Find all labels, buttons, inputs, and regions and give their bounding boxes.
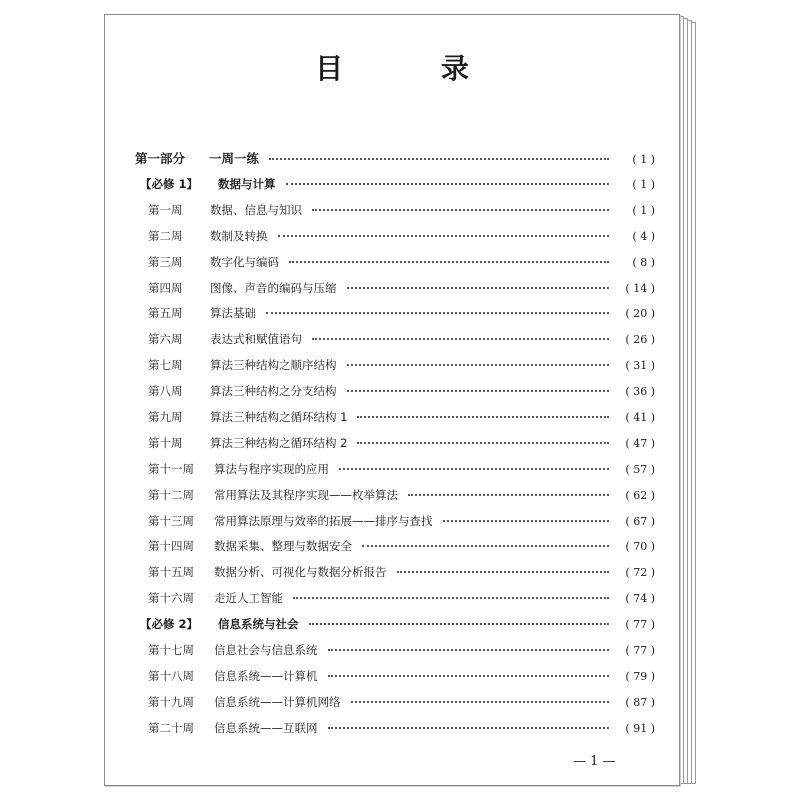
toc-entry bbox=[135, 435, 655, 461]
dot-leader bbox=[362, 545, 609, 547]
toc-entry-page: ( 72 ) bbox=[625, 566, 655, 580]
toc-entry-label: 第十周 bbox=[148, 435, 183, 450]
toc-entry bbox=[135, 668, 655, 694]
dot-leader bbox=[397, 571, 610, 573]
dot-leader bbox=[347, 390, 610, 392]
toc-entry bbox=[135, 409, 655, 435]
toc-entry bbox=[135, 642, 655, 668]
toc-entry-page: ( 67 ) bbox=[625, 514, 655, 528]
toc-entry-page: ( 31 ) bbox=[625, 359, 655, 373]
toc-entry-page: ( 8 ) bbox=[632, 255, 655, 269]
toc-entry-label: 第十七周 bbox=[148, 643, 194, 658]
toc-entry-label: 第十五周 bbox=[148, 565, 194, 580]
toc-entry-title: 算法与程序实现的应用 bbox=[214, 461, 329, 476]
toc-entry-title: 数据采集、整理与数据安全 bbox=[214, 539, 352, 554]
toc-page bbox=[104, 14, 680, 786]
dot-leader bbox=[286, 183, 610, 185]
dot-leader bbox=[351, 701, 610, 703]
toc-entry-label: 第六周 bbox=[148, 332, 183, 347]
dot-leader bbox=[347, 287, 610, 289]
toc-entry bbox=[135, 383, 655, 409]
toc-entry-page: ( 1 ) bbox=[632, 203, 655, 217]
toc-entry-title: 信息社会与信息系统 bbox=[214, 643, 318, 658]
toc-entry-label: 第十九周 bbox=[148, 694, 194, 709]
toc-entry-label: 第十三周 bbox=[148, 513, 194, 528]
toc-entry-page: ( 1 ) bbox=[632, 178, 655, 191]
toc-entry bbox=[135, 694, 655, 720]
toc-entry-page: ( 36 ) bbox=[625, 385, 655, 399]
dot-leader bbox=[293, 597, 609, 599]
toc-entry-page: ( 20 ) bbox=[625, 307, 655, 321]
toc-entry bbox=[135, 228, 655, 254]
toc-entry-label: 第十六周 bbox=[148, 591, 194, 606]
toc-entry bbox=[135, 280, 655, 306]
toc-entry-label: 第一周 bbox=[148, 202, 183, 217]
dot-leader bbox=[328, 649, 610, 651]
toc-entry bbox=[135, 461, 655, 487]
toc-entry-page: ( 87 ) bbox=[625, 695, 655, 709]
toc-entry-label: 第三周 bbox=[148, 254, 183, 269]
toc-entry-label: 【必修 1】 bbox=[140, 177, 199, 191]
toc-entry-title: 表达式和赋值语句 bbox=[210, 332, 302, 347]
toc-entry bbox=[135, 720, 655, 746]
toc-entry-page: ( 79 ) bbox=[625, 669, 655, 683]
toc-entry-page: ( 47 ) bbox=[625, 436, 655, 450]
toc-entry bbox=[135, 538, 655, 564]
toc-entry-title: 信息系统——计算机 bbox=[214, 668, 318, 683]
toc-entry-title: 数据分析、可视化与数据分析报告 bbox=[214, 565, 387, 580]
dot-leader bbox=[309, 623, 610, 625]
dot-leader bbox=[347, 364, 610, 366]
toc-entry bbox=[135, 254, 655, 280]
toc-entry bbox=[135, 357, 655, 383]
toc-entry-page: ( 74 ) bbox=[625, 592, 655, 606]
toc-entry-title: 走近人工智能 bbox=[214, 591, 283, 606]
toc-entry-title: 数据与计算 bbox=[218, 177, 276, 191]
dot-leader bbox=[328, 727, 610, 729]
toc-entry-label: 第十一周 bbox=[148, 461, 194, 476]
toc-entry-title: 算法三种结构之循环结构 2 bbox=[210, 435, 348, 450]
dot-leader bbox=[339, 468, 609, 470]
toc-entry bbox=[135, 590, 655, 616]
toc-entry-page: ( 14 ) bbox=[625, 281, 655, 295]
toc-entry-label: 第十四周 bbox=[148, 539, 194, 554]
toc-entry-page: ( 77 ) bbox=[625, 644, 655, 658]
toc-entry-page: ( 4 ) bbox=[632, 229, 655, 243]
toc-entry bbox=[135, 487, 655, 513]
toc-entry-title: 算法三种结构之循环结构 1 bbox=[210, 410, 348, 425]
toc-entry bbox=[135, 564, 655, 590]
toc-entry-title: 信息系统与社会 bbox=[218, 617, 299, 632]
toc-entry-title: 常用算法及其程序实现——枚举算法 bbox=[214, 487, 398, 502]
toc-entry-page: ( 70 ) bbox=[625, 540, 655, 554]
toc-entry-page: ( 57 ) bbox=[625, 462, 655, 476]
toc-entry-label: 第七周 bbox=[148, 358, 183, 373]
dot-leader bbox=[357, 416, 609, 418]
toc-entry-title: 数据、信息与知识 bbox=[210, 202, 302, 217]
toc-entry-title: 数字化与编码 bbox=[210, 254, 279, 269]
toc-entry bbox=[135, 176, 655, 202]
toc-entry-title: 算法基础 bbox=[210, 306, 256, 321]
dot-leader bbox=[289, 261, 609, 263]
dot-leader bbox=[269, 158, 609, 160]
toc-entry-label: 第九周 bbox=[148, 410, 183, 425]
toc-entry bbox=[135, 305, 655, 331]
dot-leader bbox=[312, 209, 609, 211]
dot-leader bbox=[266, 312, 609, 314]
toc-entry-title: 一周一练 bbox=[209, 151, 260, 166]
toc-entry-page: ( 1 ) bbox=[632, 153, 655, 166]
toc-entry-page: ( 62 ) bbox=[625, 488, 655, 502]
toc-entry-label: 【必修 2】 bbox=[140, 617, 199, 632]
toc-entry-page: ( 91 ) bbox=[625, 721, 655, 735]
dot-leader bbox=[312, 338, 609, 340]
toc-entry bbox=[135, 513, 655, 539]
toc-entry-title: 算法三种结构之顺序结构 bbox=[210, 358, 337, 373]
toc-entry-page: ( 77 ) bbox=[625, 618, 655, 632]
dot-leader bbox=[357, 442, 609, 444]
page-title: 目 录 bbox=[315, 52, 513, 85]
toc-entry-label: 第二十周 bbox=[148, 720, 194, 735]
toc-entry bbox=[135, 149, 655, 176]
toc-entry-label: 第十八周 bbox=[148, 668, 194, 683]
toc-entry bbox=[135, 331, 655, 357]
toc-entry-title: 数制及转换 bbox=[210, 228, 268, 243]
toc-entry bbox=[135, 616, 655, 642]
dot-leader bbox=[328, 675, 610, 677]
toc-entry-title: 常用算法原理与效率的拓展——排序与查找 bbox=[214, 513, 433, 528]
toc-entry-label: 第八周 bbox=[148, 384, 183, 399]
toc-entry-label: 第四周 bbox=[148, 280, 183, 295]
toc-entry-page: ( 41 ) bbox=[625, 411, 655, 425]
toc-entry-page: ( 26 ) bbox=[625, 333, 655, 347]
toc-entry bbox=[135, 202, 655, 228]
toc-entry-label: 第二周 bbox=[148, 228, 183, 243]
toc-entry-title: 信息系统——计算机网络 bbox=[214, 694, 341, 709]
toc-entry-title: 算法三种结构之分支结构 bbox=[210, 384, 337, 399]
toc-entry-label: 第一部分 bbox=[135, 151, 186, 166]
table-of-contents bbox=[135, 149, 655, 746]
dot-leader bbox=[408, 494, 609, 496]
page-number: — 1 — bbox=[573, 754, 616, 769]
dot-leader bbox=[278, 235, 610, 237]
dot-leader bbox=[443, 520, 610, 522]
toc-entry-label: 第五周 bbox=[148, 306, 183, 321]
toc-entry-title: 信息系统——互联网 bbox=[214, 720, 318, 735]
toc-entry-label: 第十二周 bbox=[148, 487, 194, 502]
toc-entry-title: 图像、声音的编码与压缩 bbox=[210, 280, 337, 295]
